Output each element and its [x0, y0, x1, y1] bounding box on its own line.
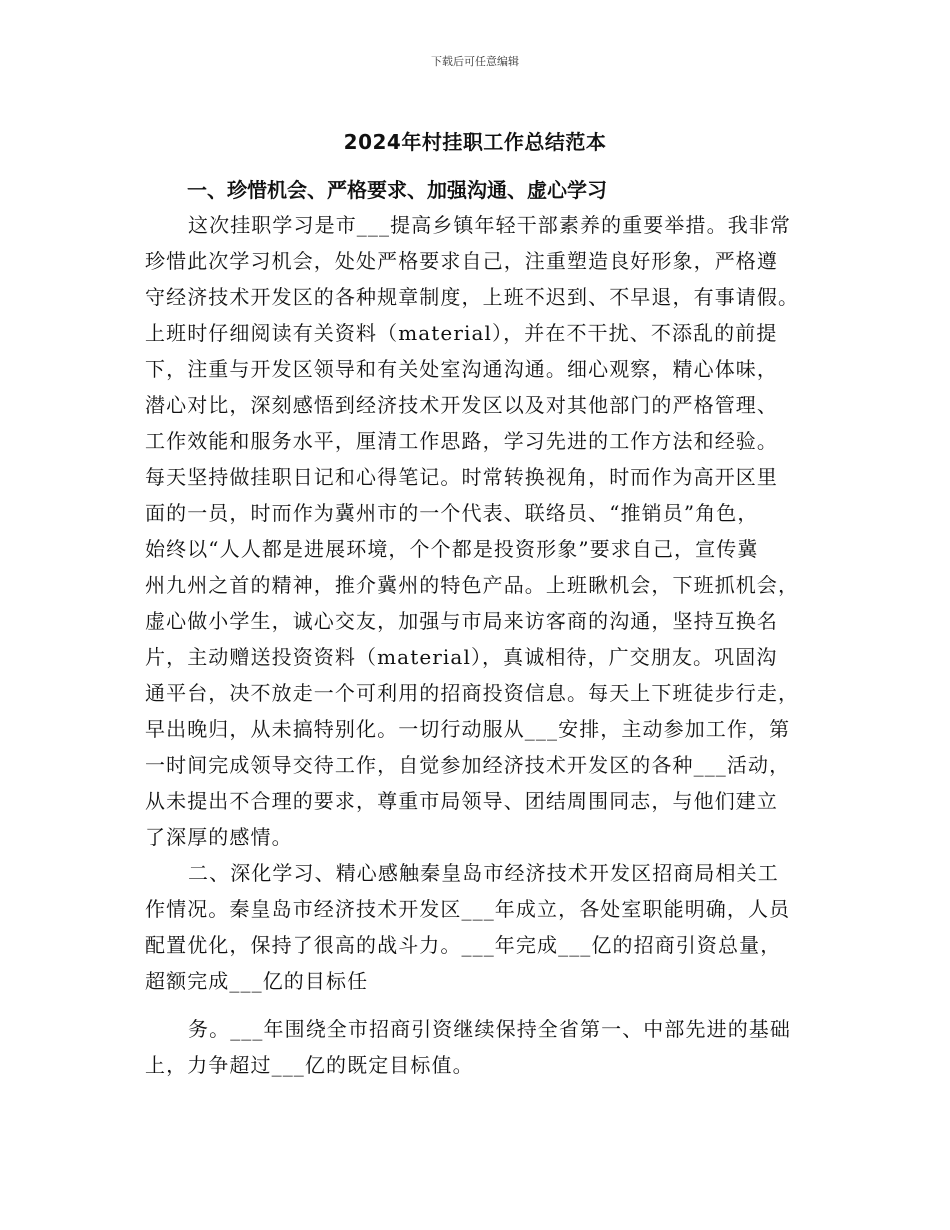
- body-line: 二、深化学习、精心感触秦皇岛市经济技术开发区招商局相关工: [188, 861, 779, 885]
- body-line: 早出晚归，从未搞特别化。一切行动服从___安排，主动参加工作，第: [145, 717, 791, 741]
- body-line: 配置优化，保持了很高的战斗力。___年完成___亿的招商引资总量，: [145, 933, 782, 957]
- body-line: 上，力争超过___亿的既定目标值。: [145, 1053, 474, 1077]
- section-heading: 一、珍惜机会、严格要求、加强沟通、虚心学习: [187, 178, 607, 202]
- body-line: 作情况。秦皇岛市经济技术开发区___年成立，各处室职能明确，人员: [145, 897, 791, 921]
- body-line: 工作效能和服务水平，厘清工作思路，学习先进的工作方法和经验。: [145, 429, 778, 453]
- body-line: 从未提出不合理的要求，尊重市局领导、团结周围同志，与他们建立: [145, 789, 778, 813]
- body-line: 一时间完成领导交待工作，自觉参加经济技术开发区的各种___活动，: [145, 753, 791, 777]
- body-line: 州九州之首的精神，推介冀州的特色产品。上班瞅机会，下班抓机会，: [145, 573, 800, 597]
- body-line: 始终以“人人都是进展环境，个个都是投资形象”要求自己，宣传冀: [145, 537, 759, 561]
- document-title: 2024年村挂职工作总结范本: [343, 130, 607, 154]
- body-line: 了深厚的感情。: [145, 825, 293, 849]
- body-line: 务。___年围绕全市招商引资继续保持全省第一、中部先进的基础: [188, 1017, 791, 1041]
- body-line: 超额完成___亿的目标任: [145, 969, 369, 993]
- body-line: 上班时仔细阅读有关资料（material），并在不干扰、不添乱的前提: [145, 321, 778, 345]
- body-line: 通平台，决不放走一个可利用的招商投资信息。每天上下班徒步行走，: [145, 681, 800, 705]
- body-line: 珍惜此次学习机会，处处严格要求自己，注重塑造良好形象，严格遵: [145, 249, 778, 273]
- body-line: 守经济技术开发区的各种规章制度，上班不迟到、不早退，有事请假。: [145, 285, 800, 309]
- body-line: 潜心对比，深刻感悟到经济技术开发区以及对其他部门的严格管理、: [145, 393, 778, 417]
- body-line: 面的一员，时而作为冀州市的一个代表、联络员、“推销员”角色，: [145, 501, 759, 525]
- body-line: 片，主动赠送投资资料（material），真诚相待，广交朋友。巩固沟: [145, 645, 778, 669]
- body-line: 下，注重与开发区领导和有关处室沟通沟通。细心观察，精心体味，: [145, 357, 778, 381]
- header-note: 下载后可任意编辑: [431, 55, 519, 68]
- body-line: 这次挂职学习是市___提高乡镇年轻干部素养的重要举措。我非常: [188, 213, 791, 237]
- body-line: 虚心做小学生，诚心交友，加强与市局来访客商的沟通，坚持互换名: [145, 609, 778, 633]
- body-line: 每天坚持做挂职日记和心得笔记。时常转换视角，时而作为高开区里: [145, 465, 778, 489]
